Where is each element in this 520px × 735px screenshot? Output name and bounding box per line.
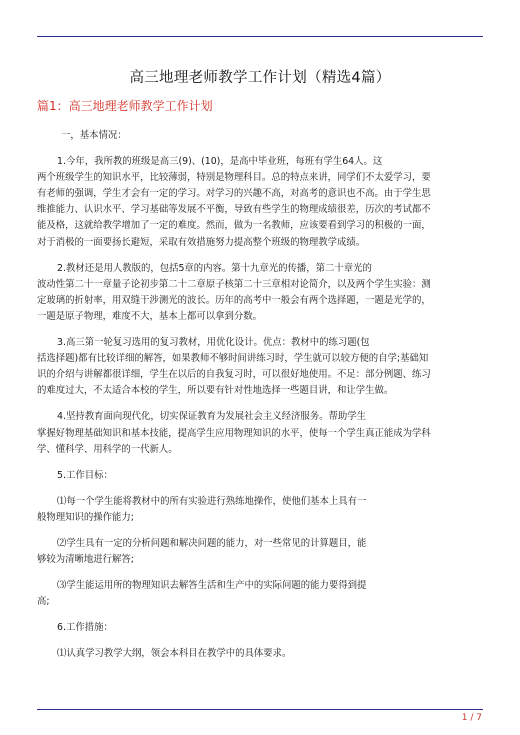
section-title: 篇1：高三地理老师教学工作计划 — [37, 99, 213, 113]
footer-rule — [37, 709, 483, 710]
paragraph-education-goal: 4.坚持教育面向现代化，切实保证教育为发展社会主义经济服务。帮助学生 掌握好物理基础知识和基本技能，提高学生应用物理知识的水平，使每一个学生真正能成为学科 学、懂科学、用科学的一代新人。 — [37, 411, 431, 455]
paragraph-measure-1: ⑴认真学习教学大纲，领会本科目在教学中的具体要求。 — [57, 648, 292, 660]
paragraph-textbook: 2.教材还是用人教版的，包括5章的内容。第十九章光的传播，第二十章光的 波动性第二十一章量子论初步第二十二章原子核第二十三章相对论简介，以及两个学生实验：测 定玻璃的折射率，用双缝干涉测光的波长。历年的高考中一般会有两个选择题，一题是光学的， 一题是原子物理，难度不大，基本上都可以拿到分数。 — [37, 262, 431, 322]
paragraph-work-measures-heading: 6.工作措施： — [57, 622, 113, 634]
paragraph-class-overview: 1.今年，我所教的班级是高三(9)、(10)，是高中毕业班，每班有学生64人。这 两个班级学生的知识水平，比较薄弱，特别是物理科目。总的特点来讲，同学们不太爱学习，要 有老师的强调，学生才会有一定的学习。对学习的兴趣不高，对高考的意识也不高。由于学生思 维推能力、认识水平、学习基础等发展不平衡，导致有些学生的物理成绩很差，历次的考试都不 能及格，这就给教学增加了一定的难度。然而，做为一名教师，应该要看到学习的积极的一面， 对于消极的一面要扬长避短，采取有效措施努力提高整个班级的物理教学成绩。 — [37, 156, 431, 248]
paragraph-work-goals-heading: 5.工作目标： — [57, 469, 113, 481]
paragraph-goal-2: ⑵学生具有一定的分析问题和解决问题的能力，对一些常见的计算题目，能 够较为清晰地进行解答; — [37, 537, 367, 566]
paragraph-goal-3: ⑶学生能运用所的物理知识去解答生活和生产中的实际问题的能力要得到提 高; — [37, 580, 367, 608]
header-rule — [37, 36, 483, 37]
document-title: 高三地理老师教学工作计划（精选4篇） — [129, 70, 391, 86]
paragraph-review-materials: 3.高三第一轮复习选用的复习教材，用优化设计。优点：教材中的练习题(包 括选择题)都有比较详细的解答，如果教师不够时间讲练习时，学生就可以较方便的自学;基础知 识的介绍与讲解都很详细，学生在以后的自我复习时，可以很好地使用。不足：部分例题、练习 的难度过大，不太适合本校的学生，所以要有针对性地选择一些题目讲，和让学生做。 — [37, 337, 431, 397]
page-indicator: 1 / 7 — [461, 713, 482, 723]
document-body — [37, 128, 483, 673]
paragraph-goal-1: ⑴每一个学生能将教材中的所有实验进行熟练地操作，使他们基本上具有一 般物理知识的操作能力; — [37, 495, 367, 523]
paragraph-basic-situation: 一，基本情况： — [61, 130, 127, 141]
